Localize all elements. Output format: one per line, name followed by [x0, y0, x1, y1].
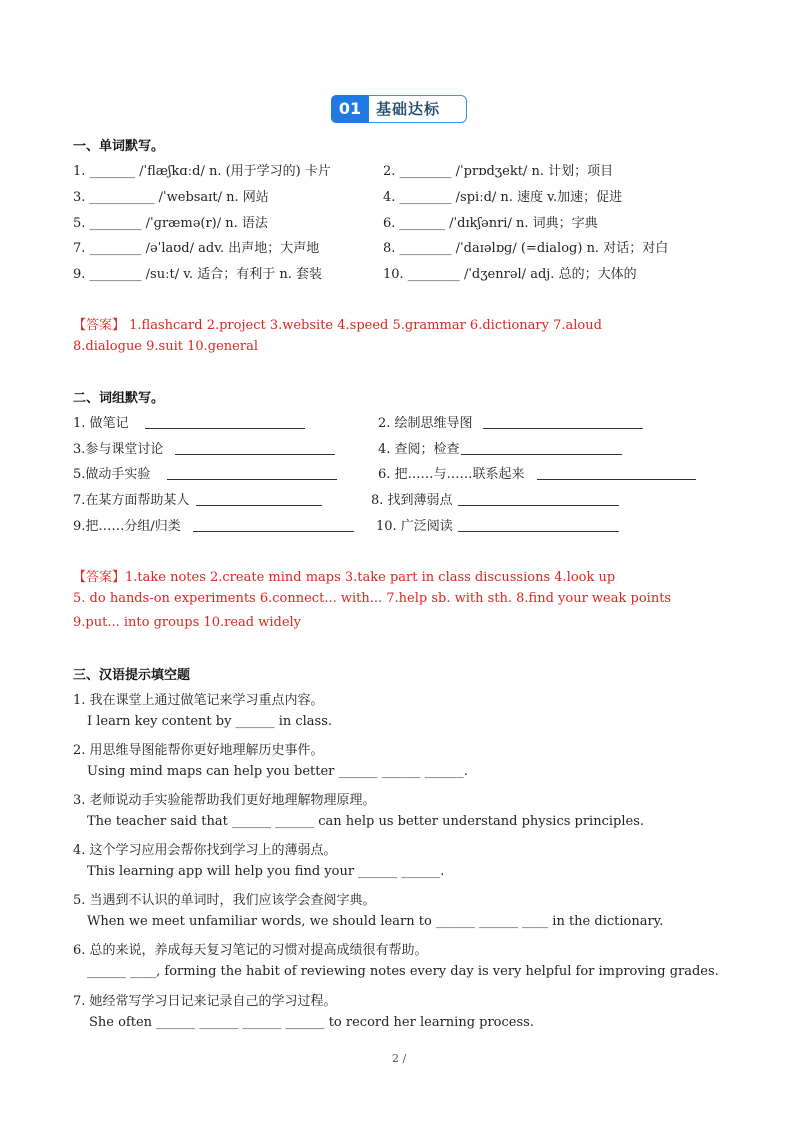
question-chinese: 1. 我在课堂上通过做笔记来学习重点内容。 [73, 693, 324, 708]
question-chinese: 4. 这个学习应用会帮你找到学习上的薄弱点。 [73, 843, 337, 858]
question-english: She often ______ ______ ______ ______ to record her learning process. [89, 1015, 534, 1030]
blank-line [193, 531, 354, 532]
word-item: 6. _______ /ˈdɪkʃənri/ n. 词典；字典 [383, 216, 598, 231]
question-english: I learn key content by ______ in class. [87, 714, 333, 729]
word-item: 9. ________ /suːt/ v. 适合；有利于 n. 套装 [73, 267, 323, 282]
word-item: 10. ________ /ˈdʒenrəl/ adj. 总的；大体的 [383, 267, 637, 282]
word-item: 1. _______ /ˈflæʃkɑːd/ n. (用于学习的) 卡片 [73, 164, 331, 179]
phrase-item: 6. 把……与……联系起来 [378, 467, 525, 482]
answer-key-2-line-3: 9.put... into groups 10.read widely [73, 615, 302, 630]
phrase-item: 4. 查阅；检查 [378, 442, 460, 457]
question-english: Using mind maps can help you better ______ ______ ______. [87, 764, 468, 779]
question-chinese: 7. 她经常写学习日记来记录自己的学习过程。 [73, 994, 337, 1009]
phrase-item: 5.做动手实验 [73, 467, 151, 482]
phrase-item: 8. 找到薄弱点 [371, 493, 453, 508]
section-3-heading: 三、汉语提示填空题 [73, 668, 191, 683]
question-chinese: 3. 老师说动手实验能帮助我们更好地理解物理原理。 [73, 793, 376, 808]
phrase-item: 10. 广泛阅读 [376, 519, 453, 534]
section-1-heading: 一、单词默写。 [73, 139, 165, 154]
phrase-item: 9.把……分组/归类 [73, 519, 181, 534]
phrase-item: 7.在某方面帮助某人 [73, 493, 190, 508]
word-item: 2. ________ /ˈprɒdʒekt/ n. 计划；项目 [383, 164, 614, 179]
blank-line [196, 505, 322, 506]
blank-line [458, 505, 619, 506]
blank-line [175, 454, 335, 455]
phrase-item: 3.参与课堂讨论 [73, 442, 164, 457]
section-badge [331, 95, 467, 123]
blank-line [483, 428, 643, 429]
answer-key-1-line-1: 【答案】 1.flashcard 2.project 3.website 4.speed 5.grammar 6.dictionary 7.aloud [73, 318, 602, 333]
word-item: 3. __________ /ˈwebsaɪt/ n. 网站 [73, 190, 269, 205]
blank-line [537, 479, 696, 480]
question-english: ______ ____, forming the habit of reviewing notes every day is very helpful for improving grades. [87, 964, 719, 979]
question-english: When we meet unfamiliar words, we should learn to ______ ______ ____ in the dictionary. [87, 914, 664, 929]
phrase-item: 1. 做笔记 [73, 416, 129, 431]
answer-key-1-line-2: 8.dialogue 9.suit 10.general [73, 339, 258, 354]
badge-title: 基础达标 [376, 100, 441, 118]
word-item: 7. ________ /əˈlaʊd/ adv. 出声地；大声地 [73, 241, 320, 256]
phrase-item: 2. 绘制思维导图 [378, 416, 473, 431]
blank-line [461, 454, 622, 455]
page-number: 2 / [392, 1052, 407, 1065]
word-item: 8. ________ /ˈdaɪəlɒɡ/ (=dialog) n. 对话；对白 [383, 241, 669, 256]
question-chinese: 6. 总的来说，养成每天复习笔记的习惯对提高成绩很有帮助。 [73, 943, 428, 958]
question-chinese: 5. 当遇到不认识的单词时，我们应该学会查阅字典。 [73, 893, 376, 908]
answer-key-2-line-2: 5. do hands-on experiments 6.connect... with... 7.help sb. with sth. 8.find your weak points [73, 591, 672, 606]
blank-line [458, 531, 619, 532]
answer-key-2-line-1: 【答案】1.take notes 2.create mind maps 3.take part in class discussions 4.look up [73, 570, 616, 585]
word-item: 4. ________ /spiːd/ n. 速度 v.加速；促进 [383, 190, 623, 205]
word-item: 5. ________ /ˈɡræmə(r)/ n. 语法 [73, 216, 268, 231]
question-english: This learning app will help you find your ______ ______. [87, 864, 445, 879]
blank-line [167, 479, 337, 480]
badge-number: 01 [331, 95, 369, 123]
section-2-heading: 二、词组默写。 [73, 391, 165, 406]
question-english: The teacher said that ______ ______ can help us better understand physics principles. [87, 814, 645, 829]
question-chinese: 2. 用思维导图能帮你更好地理解历史事件。 [73, 743, 324, 758]
blank-line [145, 428, 305, 429]
